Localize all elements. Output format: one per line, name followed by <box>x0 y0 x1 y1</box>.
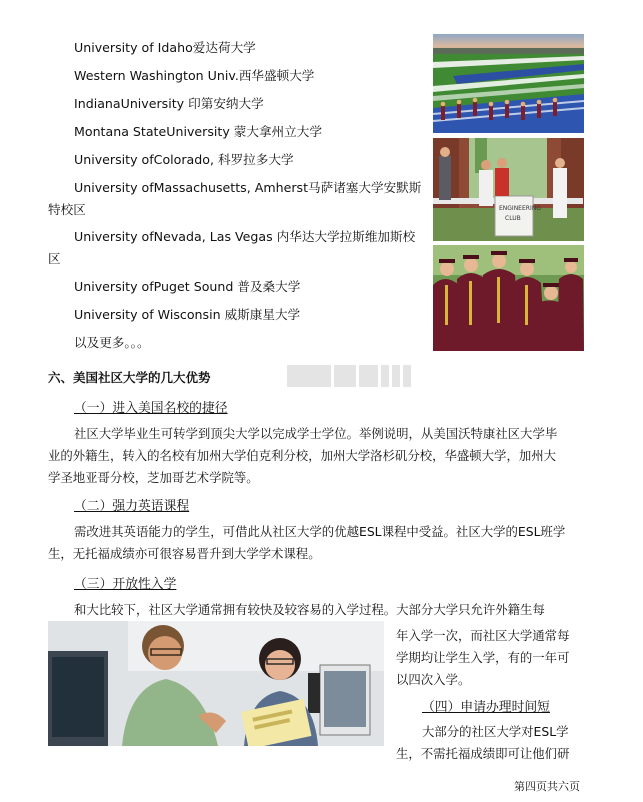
paragraph-line: 生，不需托福成绩即可让他们研 <box>396 746 570 761</box>
students-computer-photo <box>48 621 384 746</box>
subsection-heading-processing-time: （四）申请办理时间短 <box>422 700 550 715</box>
decorative-bar <box>359 365 378 387</box>
decorative-bar <box>334 365 356 387</box>
university-item: University ofPuget Sound 普及桑大学 <box>74 279 301 294</box>
university-item: University ofMassachusetts, Amherst马萨诸塞大学安默斯 <box>74 180 422 195</box>
decorative-bar <box>381 365 389 387</box>
paragraph-line: 学期均让学生入学，有的一年可 <box>396 650 570 665</box>
page-footer: 第四页共六页 <box>514 780 580 793</box>
paragraph-line: 生，无托福成绩亦可很容易晋升到大学学术课程。 <box>48 546 321 561</box>
paragraph-line: 以四次入学。 <box>396 672 471 687</box>
university-item: University ofNevada, Las Vegas 内华达大学拉斯维加斯校 <box>74 229 416 244</box>
paragraph-line: 需改进其英语能力的学生，可借此从社区大学的优越ESL课程中受益。社区大学的ESL班学 <box>74 524 566 539</box>
university-item-continued: 特校区 <box>48 202 86 217</box>
subsection-heading-open-admission: （三）开放性入学 <box>74 577 177 592</box>
paragraph-line: 年入学一次，而社区大学通常每 <box>396 628 570 643</box>
university-item: IndianaUniversity 印第安纳大学 <box>74 96 264 111</box>
paragraph-line: 业的外籍生，转入的名校有加州大学伯克利分校，加州大学洛杉矶分校，华盛顿大学，加州大 <box>48 448 557 463</box>
section-title: 六、美国社区大学的几大优势 <box>48 370 211 385</box>
campus-club-photo <box>433 138 584 241</box>
university-item: Montana StateUniversity 蒙大拿州立大学 <box>74 124 322 139</box>
paragraph-line: 学圣地亚哥分校，芝加哥艺术学院等。 <box>48 470 259 485</box>
university-item: Western Washington Univ.西华盛顿大学 <box>74 68 315 83</box>
stadium-track-photo <box>433 34 584 133</box>
university-item-continued: 区 <box>48 251 61 266</box>
university-item: University of Wisconsin 威斯康星大学 <box>74 307 301 322</box>
university-item: University ofColorado, 科罗拉多大学 <box>74 152 294 167</box>
paragraph-line: 社区大学毕业生可转学到顶尖大学以完成学士学位。举例说明，从美国沃特康社区大学毕 <box>74 426 558 441</box>
paragraph-line: 大部分的社区大学对ESL学 <box>422 724 569 739</box>
paragraph-line: 和大比较下，社区大学通常拥有较快及较容易的入学过程。大部分大学只允许外籍生每 <box>74 602 545 617</box>
subsection-heading-shortcut: （一）进入美国名校的捷径 <box>74 401 228 416</box>
svg-text:CLUB: CLUB <box>505 215 521 222</box>
decorative-bar <box>287 365 331 387</box>
svg-text:ENGINEERING: ENGINEERING <box>499 205 541 212</box>
decorative-bar <box>403 365 411 387</box>
university-item: University of Idaho爱达荷大学 <box>74 40 256 55</box>
more-universities-text: 以及更多。。。 <box>74 335 150 350</box>
subsection-heading-english: （二）强力英语课程 <box>74 499 190 514</box>
graduates-photo <box>433 245 584 351</box>
decorative-bar <box>392 365 400 387</box>
